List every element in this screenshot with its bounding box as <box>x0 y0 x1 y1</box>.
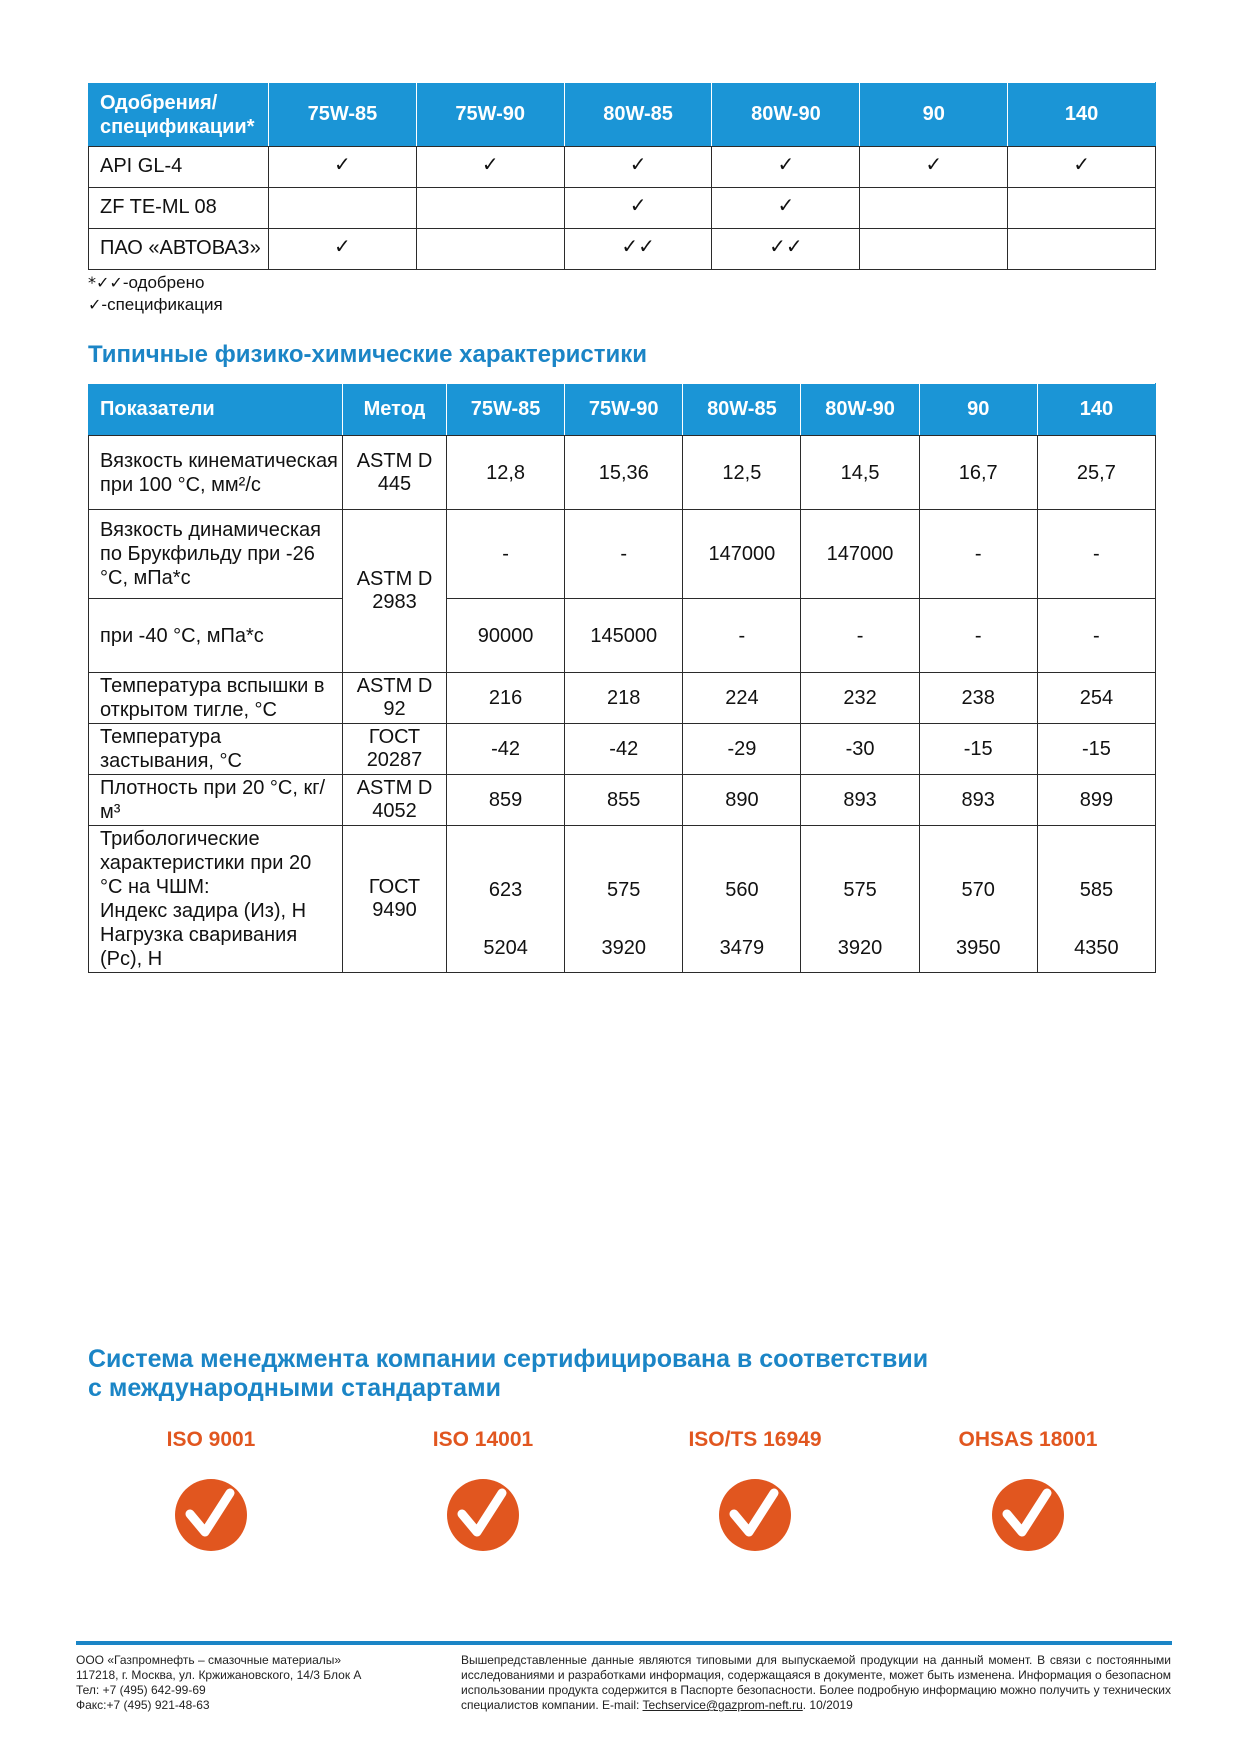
approvals-header-label: Одобрения/ спецификации* <box>89 83 269 147</box>
approvals-legend <box>88 272 223 316</box>
test-method: ASTM D 2983 <box>343 510 447 673</box>
param-name: Температура вспышки в открытом тигле, °С <box>89 673 343 724</box>
specs-header-row <box>89 384 1156 436</box>
test-method: ГОСТ 20287 <box>343 724 447 775</box>
param-line: Индекс задира (Из), Н <box>100 900 307 922</box>
certificate-label: ISO 14001 <box>432 1428 534 1451</box>
footer-divider <box>76 1641 1172 1645</box>
specs-header-method: Метод <box>343 384 447 436</box>
footer-phone: Тел: +7 (495) 642-99-69 <box>76 1683 206 1697</box>
value-cell: 893 <box>919 775 1037 826</box>
value-cell: 90000 <box>447 599 565 673</box>
legend-spec-text: -спецификация <box>101 295 223 314</box>
table-row <box>89 188 1156 229</box>
value-cell: 890 <box>683 775 801 826</box>
footer-disclaimer <box>461 1653 1171 1713</box>
value-cell: - <box>1037 510 1155 599</box>
footer-address: 117218, г. Москва, ул. Кржижановского, 14/3 Блок А <box>76 1668 362 1682</box>
value-cell: 859 <box>447 775 565 826</box>
param-name: при -40 °С, мПа*с <box>89 599 343 673</box>
param-name: Температура застывания, °С <box>89 724 343 775</box>
value-cell: - <box>801 599 919 673</box>
table-row <box>89 599 1156 673</box>
disclaimer-text: Вышепредставленные данные являются типовыми для выпускаемой продукции на данный момент. В связи с постоянными исследованиями и разработками информация, содержащаяся в документе, может быть изменена. Информация о безопасном использовании продукта содержится в Паспорте безопасности. Более подробную информацию можно получить у технических специалистов компании. E-mail: <box>461 1653 1171 1712</box>
footer-company: ООО «Газпромнефть – смазочные материалы» <box>76 1653 342 1667</box>
approval-mark <box>1008 229 1156 270</box>
certification-title-line: Система менеджмента компании сертифицирована в соответствии <box>88 1345 929 1373</box>
value-cell: 14,5 <box>801 436 919 510</box>
value-cell: 855 <box>565 775 683 826</box>
value-cell: -15 <box>1037 724 1155 775</box>
certificate-iso-14001 <box>373 1428 593 1553</box>
value-cell: - <box>565 510 683 599</box>
scuffing-index: 560 <box>725 879 759 901</box>
test-method: ASTM D 92 <box>343 673 447 724</box>
test-method: ГОСТ 9490 <box>343 826 447 973</box>
legend-approved-text: -одобрено <box>122 273 205 292</box>
table-row <box>89 826 1156 973</box>
weld-load: 3950 <box>955 937 1001 959</box>
specs-header-param: Показатели <box>89 384 343 436</box>
certificate-label: OHSAS 18001 <box>958 1428 1098 1451</box>
value-cell: 893 <box>801 775 919 826</box>
certificate-label: ISO 9001 <box>166 1428 256 1451</box>
approval-mark: ✓ <box>712 188 860 229</box>
approval-mark: ✓✓ <box>564 229 712 270</box>
weld-load: 3479 <box>719 937 765 959</box>
certificate-ohsas-18001 <box>918 1428 1138 1553</box>
value-cell: 147000 <box>683 510 801 599</box>
certification-title <box>88 1345 928 1403</box>
approval-name: API GL-4 <box>89 147 269 188</box>
param-name: Плотность при 20 °С, кг/м³ <box>89 775 343 826</box>
approval-mark: ✓ <box>860 147 1008 188</box>
specs-header-grade: 90 <box>919 384 1037 436</box>
param-name <box>89 826 343 973</box>
value-cell: - <box>1037 599 1155 673</box>
weld-load: 5204 <box>483 937 528 959</box>
value-cell: -30 <box>801 724 919 775</box>
table-row <box>89 673 1156 724</box>
check-badge-icon <box>990 1477 1066 1553</box>
value-cell: 147000 <box>801 510 919 599</box>
approval-mark <box>860 229 1008 270</box>
value-cell: 12,8 <box>447 436 565 510</box>
approval-mark: ✓ <box>269 147 417 188</box>
value-cell: -42 <box>447 724 565 775</box>
check-badge-icon <box>717 1477 793 1553</box>
certificate-label: ISO/TS 16949 <box>688 1428 822 1451</box>
weld-load: 3920 <box>837 937 883 959</box>
scuffing-index: 570 <box>961 879 995 901</box>
value-cell <box>1037 826 1155 973</box>
value-cell: 218 <box>565 673 683 724</box>
document-date: . 10/2019 <box>802 1698 853 1712</box>
approval-mark: ✓ <box>416 147 564 188</box>
value-cell: -42 <box>565 724 683 775</box>
approval-mark <box>860 188 1008 229</box>
approvals-header-grade: 140 <box>1008 83 1156 147</box>
approval-mark <box>416 229 564 270</box>
value-cell: - <box>683 599 801 673</box>
approval-mark: ✓✓ <box>712 229 860 270</box>
section-title: Типичные физико-химические характеристики <box>88 341 648 368</box>
certificate-iso-9001 <box>101 1428 321 1553</box>
check-badge-icon <box>173 1477 249 1553</box>
value-cell: 25,7 <box>1037 436 1155 510</box>
value-cell <box>565 826 683 973</box>
specs-header-grade: 140 <box>1037 384 1155 436</box>
value-cell: - <box>919 510 1037 599</box>
check-badge-icon <box>445 1477 521 1553</box>
approvals-header-grade: 75W-85 <box>269 83 417 147</box>
approval-mark: ✓ <box>712 147 860 188</box>
specs-header-grade: 75W-90 <box>565 384 683 436</box>
param-name: Вязкость динамическая по Брукфильду при -26 °С, мПа*с <box>89 510 343 599</box>
table-row <box>89 775 1156 826</box>
test-method: ASTM D 445 <box>343 436 447 510</box>
legend-spec-symbol: ✓ <box>88 295 102 314</box>
footer-contacts <box>76 1653 361 1713</box>
legend-spec <box>88 294 223 316</box>
value-cell: 232 <box>801 673 919 724</box>
value-cell: 899 <box>1037 775 1155 826</box>
table-row <box>89 147 1156 188</box>
weld-load: 4350 <box>1074 937 1119 959</box>
approval-name: ZF TE-ML 08 <box>89 188 269 229</box>
approval-mark: ✓ <box>564 147 712 188</box>
value-cell <box>683 826 801 973</box>
value-cell: -29 <box>683 724 801 775</box>
scuffing-index: 575 <box>607 879 641 901</box>
value-cell <box>801 826 919 973</box>
footer-fax: Факс:+7 (495) 921-48-63 <box>76 1698 210 1712</box>
value-cell: - <box>919 599 1037 673</box>
value-cell <box>447 826 565 973</box>
scuffing-index: 623 <box>488 879 523 901</box>
approval-name: ПАО «АВТОВАЗ» <box>89 229 269 270</box>
approval-mark <box>416 188 564 229</box>
approvals-header-grade: 80W-85 <box>564 83 712 147</box>
table-row <box>89 229 1156 270</box>
approval-mark: ✓ <box>1008 147 1156 188</box>
value-cell: 145000 <box>565 599 683 673</box>
table-row <box>89 510 1156 599</box>
approval-mark: ✓ <box>269 229 417 270</box>
weld-load: 3920 <box>601 937 646 959</box>
value-cell: -15 <box>919 724 1037 775</box>
approvals-header-grade: 80W-90 <box>712 83 860 147</box>
certificate-iso-ts-16949 <box>645 1428 865 1553</box>
specs-header-grade: 80W-85 <box>683 384 801 436</box>
value-cell: - <box>447 510 565 599</box>
test-method: ASTM D 4052 <box>343 775 447 826</box>
value-cell: 254 <box>1037 673 1155 724</box>
approvals-table <box>88 82 1156 270</box>
approvals-header-row <box>89 83 1156 147</box>
approvals-header-grade: 90 <box>860 83 1008 147</box>
legend-approved <box>88 272 223 294</box>
approval-mark <box>269 188 417 229</box>
table-row <box>89 436 1156 510</box>
specs-table <box>88 383 1156 973</box>
specs-header-grade: 80W-90 <box>801 384 919 436</box>
value-cell: 12,5 <box>683 436 801 510</box>
scuffing-index: 575 <box>843 879 877 901</box>
value-cell: 224 <box>683 673 801 724</box>
value-cell <box>919 826 1037 973</box>
legend-approved-symbol: *✓✓ <box>88 273 123 292</box>
certification-title-line: с международными стандартами <box>88 1374 501 1402</box>
approval-mark: ✓ <box>564 188 712 229</box>
approvals-header-grade: 75W-90 <box>416 83 564 147</box>
value-cell: 238 <box>919 673 1037 724</box>
table-row <box>89 724 1156 775</box>
param-line: Нагрузка сваривания (Рс), Н <box>100 924 298 970</box>
scuffing-index: 585 <box>1079 879 1114 901</box>
param-name: Вязкость кинематическая при 100 °С, мм²/с <box>89 436 343 510</box>
specs-header-grade: 75W-85 <box>447 384 565 436</box>
approval-mark <box>1008 188 1156 229</box>
value-cell: 15,36 <box>565 436 683 510</box>
param-line: Трибологические характеристики при 20 °С на ЧШМ: <box>100 828 312 898</box>
value-cell: 216 <box>447 673 565 724</box>
value-cell: 16,7 <box>919 436 1037 510</box>
email-link[interactable]: Techservice@gazprom-neft.ru <box>642 1698 803 1712</box>
